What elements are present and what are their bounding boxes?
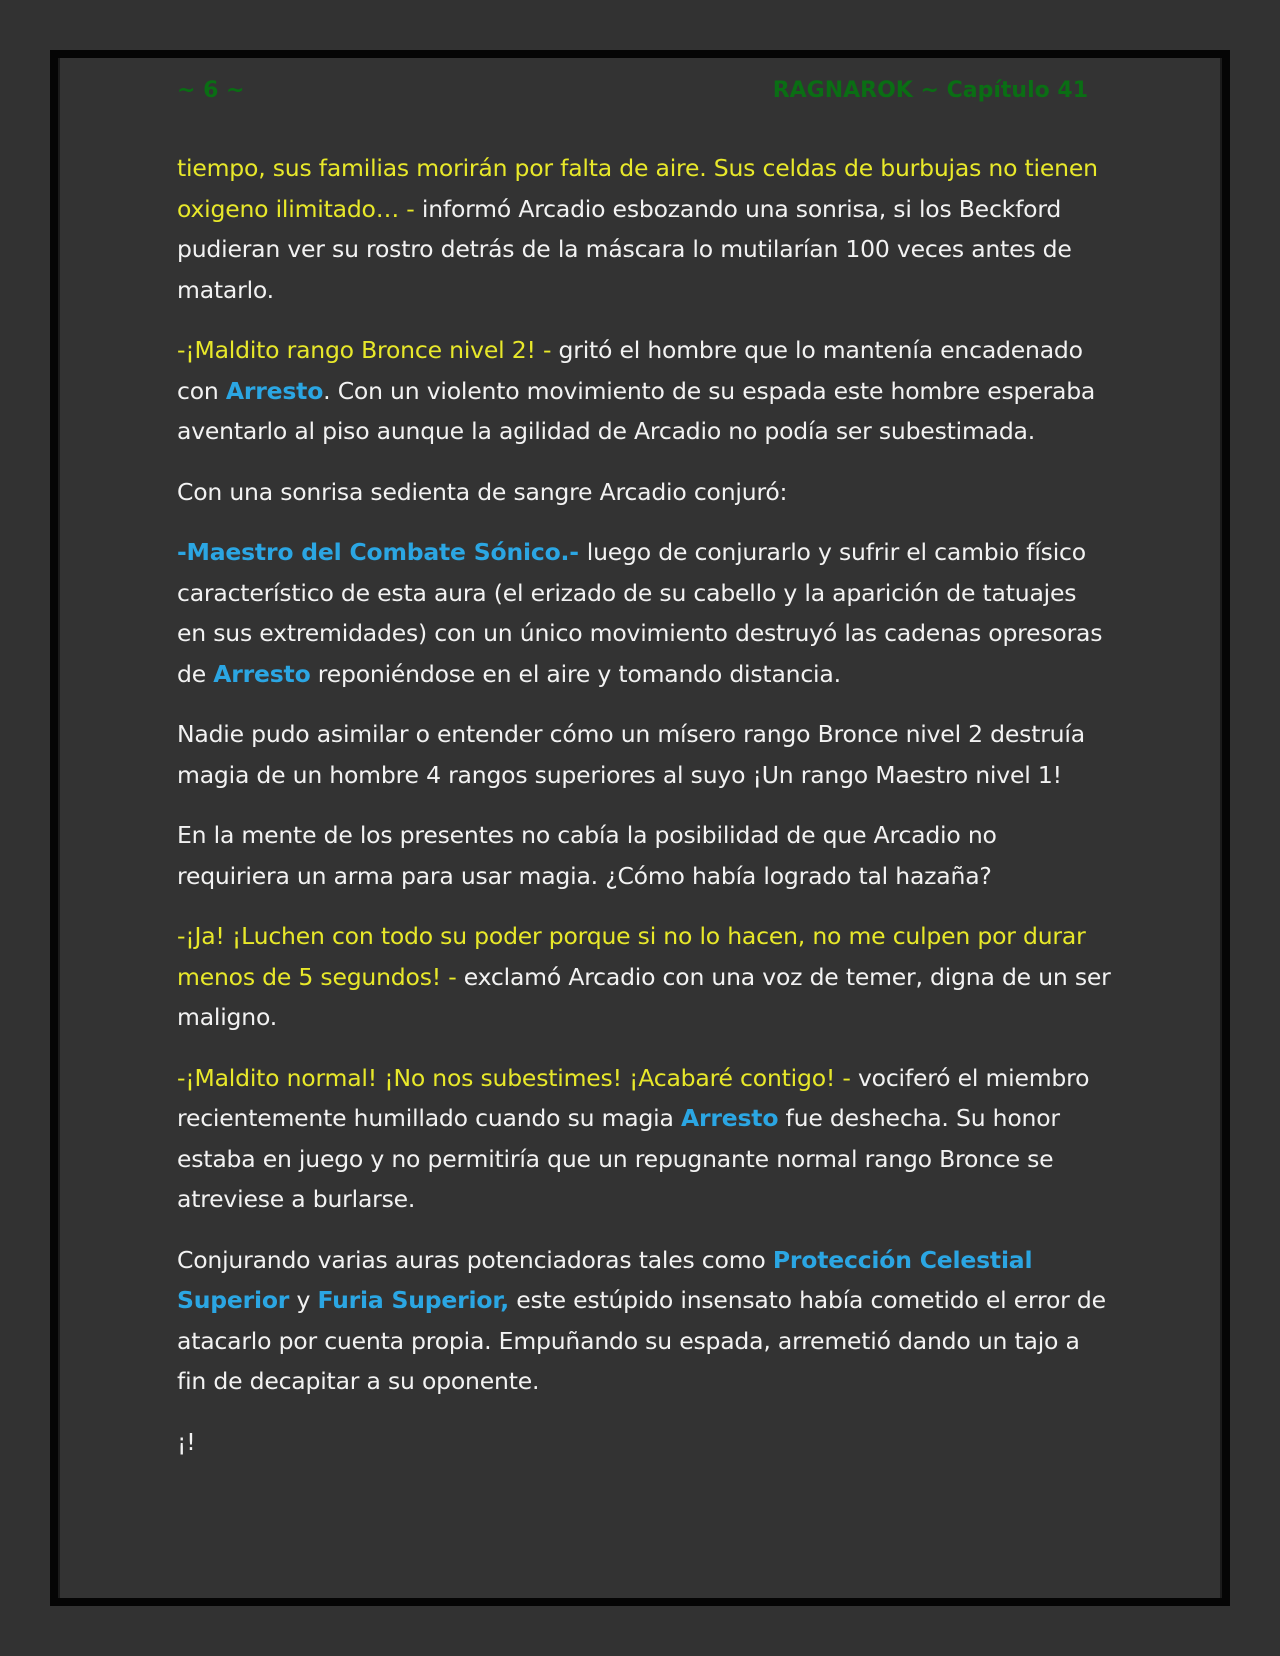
narration-text: este estúpido insensato había cometido el error de atacarlo por cuenta propia. Empuñando su espada, arremetió dando un tajo a fin de decapitar a su oponente. bbox=[177, 1286, 1106, 1395]
spell-name: Protección Celestial Superior bbox=[177, 1245, 1033, 1314]
page-number: ~ 6 ~ bbox=[177, 78, 245, 103]
narration-text: vociferó el miembro recientemente humillado cuando su magia bbox=[177, 1063, 1090, 1132]
narration-text: . Con un violento movimiento de su espada este hombre esperaba aventarlo al piso aunque la agilidad de Arcadio no podía ser subestimada. bbox=[177, 376, 1096, 445]
spell-name: Furia Superior, bbox=[317, 1286, 510, 1314]
dialogue-text: -¡Maldito normal! ¡No nos subestimes! ¡Acabaré contigo! - bbox=[177, 1063, 858, 1092]
chapter-body bbox=[177, 148, 1112, 1482]
narration-text: Nadie pudo asimilar o entender cómo un mísero rango Bronce nivel 2 destruía magia de un hombre 4 rangos superiores al suyo ¡Un rango Maestro nivel 1! bbox=[177, 720, 1085, 789]
narration-text: reponiéndose en el aire y tomando distancia. bbox=[310, 659, 841, 688]
spell-name: Arresto bbox=[225, 376, 324, 405]
narration-text: Con una sonrisa sedienta de sangre Arcadio conjuró: bbox=[177, 477, 788, 506]
paragraph bbox=[177, 1240, 1112, 1402]
spell-name: Arresto bbox=[213, 659, 311, 688]
paragraph bbox=[177, 1422, 1112, 1463]
dialogue-text: tiempo, sus familias morirán por falta de aire. Sus celdas de burbujas no tienen oxigeno ilimitado… - bbox=[177, 154, 1098, 223]
dialogue-text: -¡Ja! ¡Luchen con todo su poder porque si no lo hacen, no me culpen por durar menos de 5 segundos! - bbox=[177, 922, 1086, 991]
narration-text: En la mente de los presentes no cabía la posibilidad de que Arcadio no requiriera un arma para usar magia. ¿Cómo había logrado tal hazaña? bbox=[177, 821, 997, 890]
dialogue-text: -¡Maldito rango Bronce nivel 2! - bbox=[177, 336, 559, 364]
narration-text: y bbox=[289, 1286, 318, 1314]
paragraph bbox=[177, 815, 1112, 896]
chapter-title: RAGNAROK ~ Capítulo 41 bbox=[772, 78, 1088, 103]
page-header bbox=[177, 78, 1088, 110]
paragraph bbox=[177, 532, 1112, 694]
spell-name: Arresto bbox=[681, 1104, 779, 1132]
narration-text: fue deshecha. Su honor estaba en juego y no permitiría que un repugnante normal rango Bronce se atreviese a burlarse. bbox=[177, 1104, 1060, 1213]
narration-text: ¡! bbox=[177, 1427, 196, 1456]
spell-name: -Maestro del Combate Sónico.- bbox=[177, 538, 587, 566]
narration-text: Conjurando varias auras potenciadoras tales como bbox=[177, 1245, 773, 1274]
paragraph bbox=[177, 916, 1112, 1038]
paragraph bbox=[177, 1058, 1112, 1220]
paragraph bbox=[177, 714, 1112, 795]
paragraph bbox=[177, 472, 1112, 513]
narration-text: informó Arcadio esbozando una sonrisa, si los Beckford pudieran ver su rostro detrás de la máscara lo mutilarían 100 veces antes de matarlo. bbox=[177, 194, 1072, 304]
paragraph bbox=[177, 330, 1112, 452]
narration-text: gritó el hombre que lo mantenía encadenado con bbox=[177, 336, 1083, 405]
narration-text: luego de conjurarlo y sufrir el cambio físico característico de esta aura (el erizado de su cabello y la aparición de tatuajes en sus extremidades) con un único movimiento destruyó las cadenas opresoras de bbox=[177, 538, 1103, 688]
paragraph bbox=[177, 148, 1112, 310]
narration-text: exclamó Arcadio con una voz de temer, digna de un ser maligno. bbox=[177, 962, 1111, 1031]
